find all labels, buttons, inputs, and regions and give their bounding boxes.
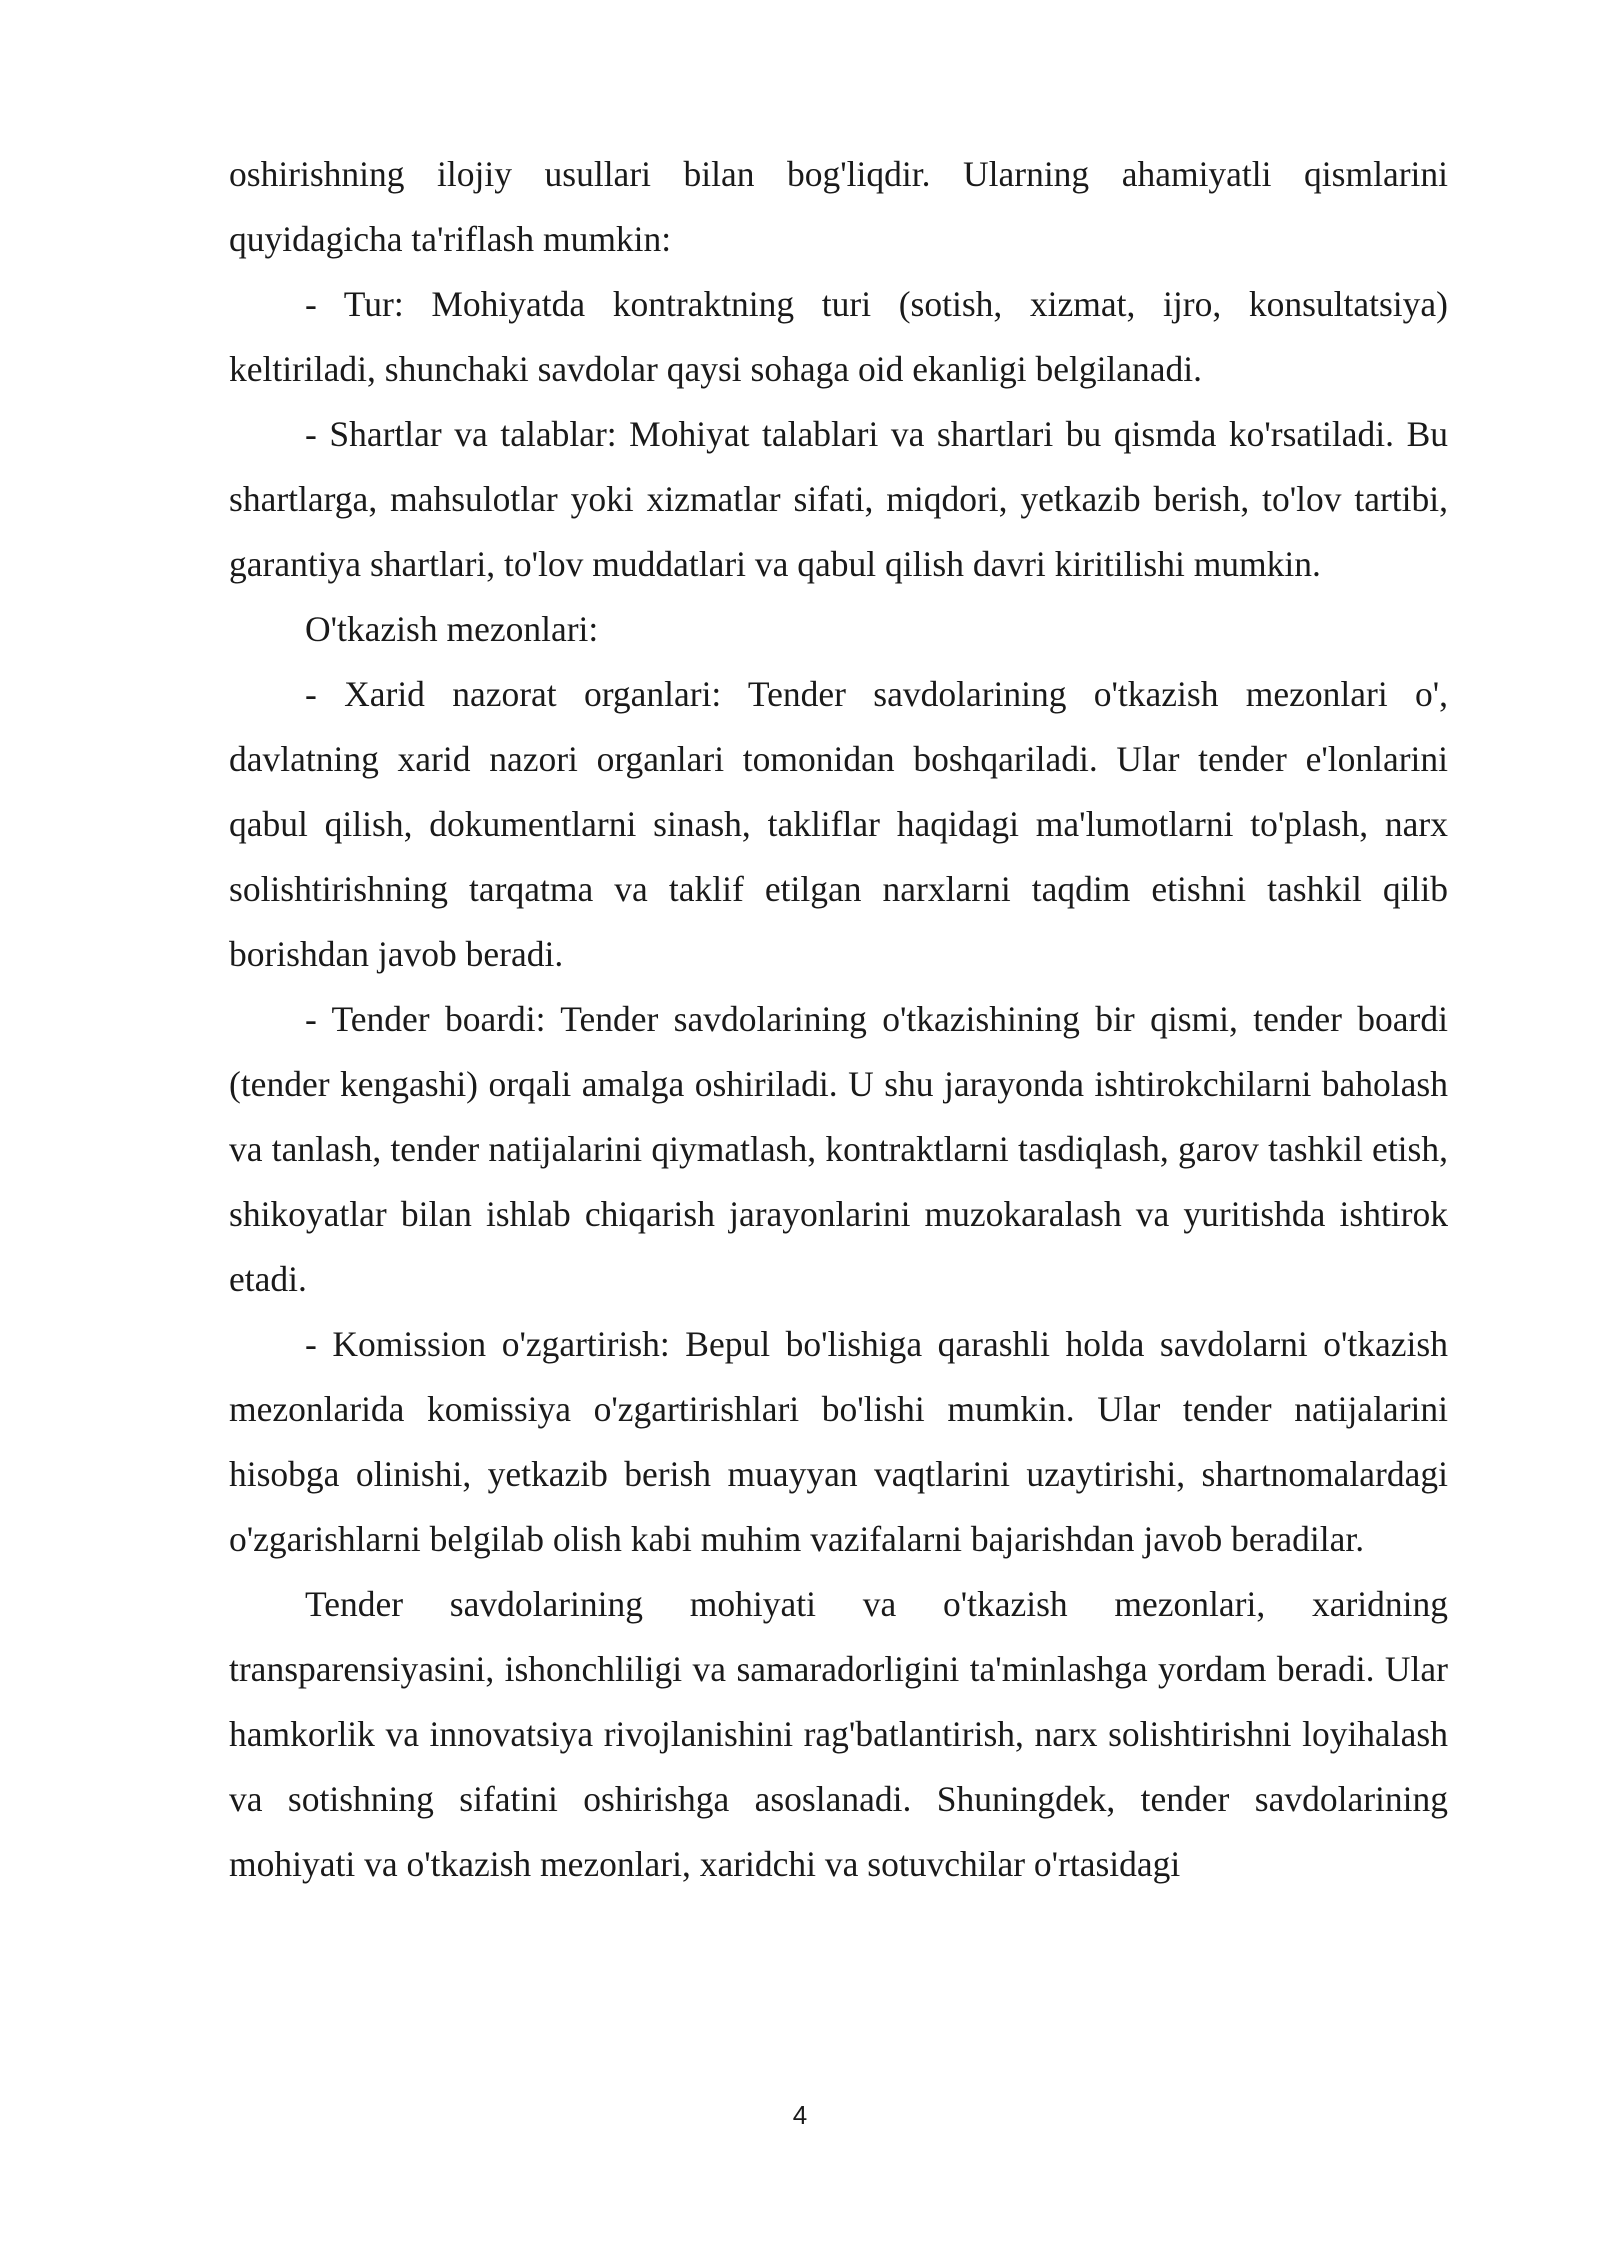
paragraph-commission: - Komission o'zgartirish: Bepul bo'lishiga qarashli holda savdolarni o'tkazish mezonlarida komissiya o'zgartirishlari bo'lishi mumkin. Ular tender natijalarini hisobga olinishi, yetkazib berish muayyan vaqtlarini uzaytirishi, shartnomalardagi o'zgarishlarni belgilab olish kabi muhim vazifalarni bajarishdan javob beradilar. bbox=[229, 1324, 1448, 1559]
paragraph-summary: Tender savdolarining mohiyati va o'tkazish mezonlari, xaridning transparensiyasini, ishonchliligi va samaradorligini ta'minlashga yordam beradi. Ular hamkorlik va innovatsiya rivojlanishini rag'batlantirish, narx solishtirishni loyihalash va sotishning sifatini oshirishga asoslanadi. Shuningdek, tender savdolarining mohiyati va o'tkazish mezonlari, xaridchi va sotuvchilar o'rtasidagi bbox=[229, 1584, 1448, 1884]
paragraph-continuation: oshirishning ilojiy usullari bilan bog'liqdir. Ularning ahamiyatli qismlarini quyidagicha ta'riflash mumkin: bbox=[229, 154, 1448, 259]
page-body bbox=[229, 142, 1448, 1897]
paragraph-type: - Tur: Mohiyatda kontraktning turi (sotish, xizmat, ijro, konsultatsiya) keltiriladi, shunchaki savdolar qaysi sohaga oid ekanligi belgilanadi. bbox=[229, 284, 1448, 389]
paragraph-conditions: - Shartlar va talablar: Mohiyat talablari va shartlari bu qismda ko'rsatiladi. Bu shartlarga, mahsulotlar yoki xizmatlar sifati, miqdori, yetkazib berish, to'lov tartibi, garantiya shartlari, to'lov muddatlari va qabul qilish davri kiritilishi mumkin. bbox=[229, 414, 1448, 584]
page-number: 4 bbox=[792, 2100, 808, 2130]
paragraph-tender-board: - Tender boardi: Tender savdolarining o'tkazishining bir qismi, tender boardi (tender kengashi) orqali amalga oshiriladi. U shu jarayonda ishtirokchilarni baholash va tanlash, tender natijalarini qiymatlash, kontraktlarni tasdiqlash, garov tashkil etish, shikoyatlar bilan ishlab chiqarish jarayonlarini muzokaralash va yuritishda ishtirok etadi. bbox=[229, 999, 1448, 1299]
paragraph-procurement-bodies: - Xarid nazorat organlari: Tender savdolarining o'tkazish mezonlari o', davlatning xarid nazori organlari tomonidan boshqariladi. Ular tender e'lonlarini qabul qilish, dokumentlarni sinash, takliflar haqidagi ma'lumotlarni to'plash, narx solishtirishning tarqatma va taklif etilgan narxlarni taqdim etishni tashkil qilib borishdan javob beradi. bbox=[229, 674, 1448, 974]
paragraph-criteria-heading: O'tkazish mezonlari: bbox=[305, 609, 599, 649]
